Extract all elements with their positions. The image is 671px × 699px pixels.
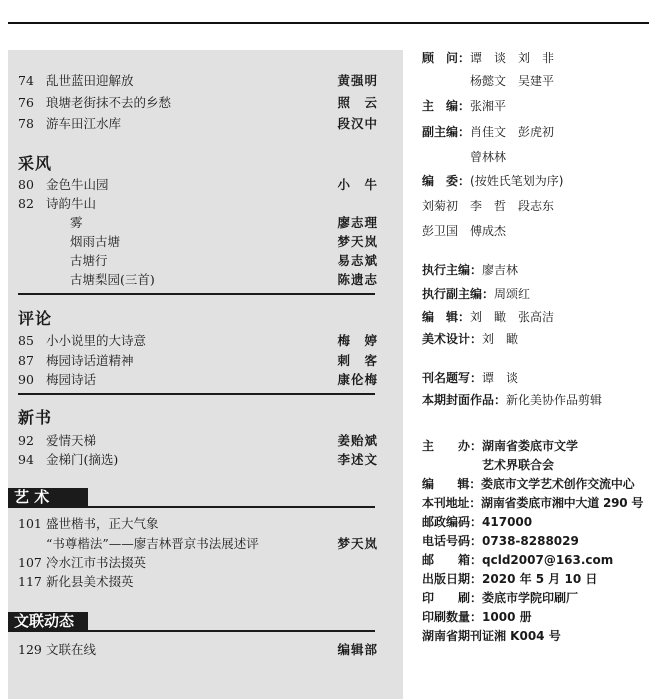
toc-title: 琅塘老街抹不去的乡愁: [46, 95, 172, 110]
toc-title: 乱世蓝田迎解放: [46, 73, 134, 88]
toc-sub-entry[interactable]: [18, 215, 378, 231]
masthead-line: 编 辑：刘 瞰 张高洁: [422, 310, 555, 324]
toc-author: 姜贻斌: [337, 433, 378, 448]
toc-author: 小 牛: [337, 177, 378, 192]
masthead-line: 刊名题写：谭 谈: [422, 371, 519, 385]
publication-line: 艺术界联合会: [422, 458, 555, 472]
masthead-line: 执行副主编：周颂红: [422, 287, 531, 301]
toc-entry[interactable]: [18, 555, 378, 571]
toc-title: “书尊楷法”——廖吉林晋京书法展述评: [46, 536, 259, 551]
masthead-line: 美术设计：刘 瞰: [422, 332, 519, 346]
toc-page: 74: [18, 73, 34, 88]
section-divider: [18, 393, 375, 395]
toc-title: 金梯门(摘选): [46, 452, 119, 467]
toc-page: 80: [18, 177, 34, 192]
masthead-line: 杨懿文 吴建平: [422, 74, 555, 88]
toc-author: 李述文: [337, 452, 378, 467]
section-divider: [18, 293, 375, 295]
toc-entry[interactable]: [18, 177, 378, 193]
toc-author: 梅 婷: [337, 333, 378, 348]
toc-author: 刺 客: [337, 353, 378, 368]
toc-sub-entry[interactable]: [18, 536, 378, 552]
toc-page: 76: [18, 95, 34, 110]
publication-line: 邮 箱：qcld2007@163.com: [422, 553, 614, 567]
toc-entry[interactable]: [18, 353, 378, 369]
toc-title: 古塘行: [70, 253, 108, 268]
publication-line: 印 刷：娄底市学院印刷厂: [422, 591, 579, 605]
toc-title: 新化县美术掇英: [46, 574, 134, 589]
toc-title: 冷水江市书法掇英: [46, 555, 147, 570]
section-divider: [8, 630, 375, 632]
toc-entry[interactable]: [18, 516, 378, 532]
top-rule: [8, 22, 649, 24]
toc-entry[interactable]: [18, 574, 378, 590]
section-title-yishu: 艺 术: [8, 488, 88, 508]
toc-entry[interactable]: [18, 642, 378, 658]
toc-author: 编辑部: [337, 642, 378, 657]
toc-entry[interactable]: [18, 73, 378, 89]
toc-page: 82: [18, 196, 34, 211]
section-divider: [8, 506, 375, 508]
toc-title: 梅园诗话: [46, 372, 97, 387]
masthead-line: 本期封面作品：新化美协作品剪辑: [422, 393, 603, 407]
publication-line: 本刊地址：湖南省娄底市湘中大道 290 号: [422, 496, 644, 510]
toc-page: 107: [18, 555, 42, 570]
publication-line: 湖南省期刊证湘 K004 号: [422, 629, 561, 643]
toc-author: 段汉中: [337, 116, 378, 131]
publication-line: 邮政编码：417000: [422, 515, 533, 529]
publication-line: 印刷数量：1000 册: [422, 610, 532, 624]
toc-entry[interactable]: [18, 333, 378, 349]
masthead-line: 副主编：肖佳文 彭虎初: [422, 125, 555, 139]
toc-sub-entry[interactable]: [18, 272, 378, 288]
toc-entry[interactable]: [18, 433, 378, 449]
toc-page: 92: [18, 433, 34, 448]
masthead-line: 曾林林: [422, 150, 507, 164]
publication-line: 出版日期：2020 年 5 月 10 日: [422, 572, 598, 586]
toc-page: 117: [18, 574, 42, 589]
masthead-line: 编 委：(按姓氏笔划为序): [422, 174, 564, 188]
masthead-line: 刘菊初 李 哲 段志东: [422, 199, 555, 213]
toc-author: 照 云: [337, 95, 378, 110]
toc-author: 易志斌: [337, 253, 378, 268]
section-title-caifeng: 采风: [18, 154, 53, 173]
toc-page: 94: [18, 452, 34, 467]
toc-title: 文联在线: [46, 642, 97, 657]
toc-page: 129: [18, 642, 42, 657]
toc-author: 康伦梅: [337, 372, 378, 387]
toc-title: 爱情天梯: [46, 433, 97, 448]
toc-title: 烟雨古塘: [70, 234, 121, 249]
toc-title: 古塘梨园(三首): [70, 272, 155, 287]
masthead-line: 主 编：张湘平: [422, 99, 507, 113]
masthead-line: 彭卫国 傅成杰: [422, 224, 507, 238]
toc-sub-entry[interactable]: [18, 253, 378, 269]
section-title-xinshu: 新书: [18, 408, 53, 427]
masthead-line: 顾 问：谭 谈 刘 非: [422, 51, 555, 65]
toc-sub-entry[interactable]: [18, 234, 378, 250]
toc-title: 金色牛山园: [46, 177, 109, 192]
toc-title: 盛世楷书，正大气象: [46, 516, 159, 531]
toc-entry[interactable]: [18, 95, 378, 111]
toc-entry[interactable]: [18, 372, 378, 388]
toc-page: 78: [18, 116, 34, 131]
publication-line: 主 办：湖南省娄底市文学: [422, 439, 579, 453]
masthead-line: 执行主编：廖吉林: [422, 263, 519, 277]
toc-author: 廖志理: [337, 215, 378, 230]
toc-page: 85: [18, 333, 34, 348]
section-title-pinglun: 评论: [18, 309, 53, 328]
toc-page: 90: [18, 372, 34, 387]
toc-author: 陈遗志: [337, 272, 378, 287]
publication-line: 电话号码：0738-8288029: [422, 534, 579, 548]
toc-author: 梦天岚: [337, 536, 378, 551]
toc-page: 101: [18, 516, 42, 531]
toc-entry[interactable]: [18, 196, 378, 212]
toc-author: 梦天岚: [337, 234, 378, 249]
section-title-wenlian: 文联动态: [8, 612, 88, 632]
toc-author: 黄强明: [337, 73, 378, 88]
toc-title: 诗韵牛山: [46, 196, 97, 211]
publication-line: 编 辑：娄底市文学艺术创作交流中心: [422, 477, 635, 491]
toc-title: 梅园诗话道精神: [46, 353, 134, 368]
toc-title: 游车田江水库: [46, 116, 122, 131]
toc-entry[interactable]: [18, 116, 378, 132]
toc-title: 雾: [70, 215, 83, 230]
toc-page: 87: [18, 353, 34, 368]
toc-title: 小小说里的大诗意: [46, 333, 147, 348]
toc-entry[interactable]: [18, 452, 378, 468]
